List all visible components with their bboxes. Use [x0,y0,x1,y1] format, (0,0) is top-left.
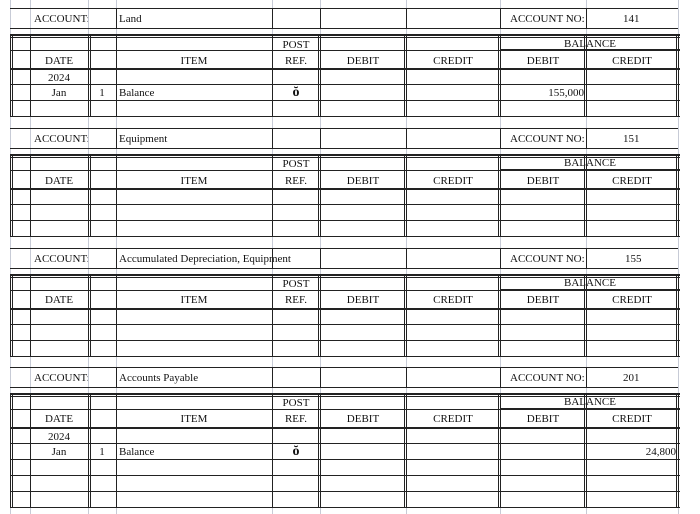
account-number[interactable]: 155 [625,253,642,265]
table-top [10,396,680,397]
column-rule [116,154,117,236]
table-top [10,393,680,395]
table-row-rule [10,236,680,237]
balance-debit-value[interactable]: 155,000 [548,87,584,99]
credit-header: CREDIT [433,294,473,306]
table-top [10,157,680,158]
column-rule [318,34,319,116]
column-rule [406,393,407,507]
account-name[interactable]: Equipment [119,133,168,145]
column-rule [12,154,13,236]
table-row-rule [10,308,680,310]
column-rule [90,274,91,356]
column-rule [406,154,407,236]
balance-split [500,408,680,409]
table-row-rule [10,204,680,205]
header-divider [272,248,273,268]
column-rule [320,393,321,507]
header-divider [586,248,587,268]
column-rule [678,393,679,507]
balance-label: BALANCE [564,396,616,408]
ref-header: REF. [284,413,308,425]
date-day[interactable]: 1 [99,87,105,99]
balance-split [500,289,680,290]
header-divider [116,248,117,268]
header-divider [272,8,273,28]
balance-credit-header: CREDIT [612,55,652,67]
table-row-rule [10,324,680,325]
column-rule [498,34,499,116]
header-rule [10,367,678,368]
table-row-rule [10,188,680,190]
date-month[interactable]: Jan [51,446,67,458]
table-row-rule [10,84,680,85]
column-rule [678,154,679,236]
header-divider [500,8,501,28]
table-row-rule [10,170,680,171]
header-divider [320,128,321,148]
column-rule [30,274,31,356]
post-label: POST [282,158,310,170]
header-divider [320,367,321,387]
column-rule [10,154,11,236]
column-rule [116,274,117,356]
table-row-rule [10,507,680,508]
column-rule [498,393,499,507]
column-rule [500,274,501,356]
account-no-label: ACCOUNT NO: [510,133,585,145]
column-rule [404,34,405,116]
column-rule [586,34,587,116]
date-header: DATE [44,413,74,425]
column-rule [90,154,91,236]
table-top [10,277,680,278]
table-row-rule [10,68,680,70]
post-ref-mark[interactable]: ŏ [292,85,300,100]
date-header: DATE [44,175,74,187]
column-rule [318,154,319,236]
header-divider [406,128,407,148]
column-rule [498,274,499,356]
column-rule [88,393,89,507]
balance-label: BALANCE [564,277,616,289]
balance-credit-header: CREDIT [612,413,652,425]
column-rule [88,34,89,116]
account-number[interactable]: 151 [623,133,640,145]
column-rule [320,154,321,236]
table-row-rule [10,290,680,291]
table-row-rule [10,475,680,476]
column-rule [678,34,679,116]
credit-header: CREDIT [433,55,473,67]
header-divider [586,8,587,28]
column-rule [406,274,407,356]
debit-header: DEBIT [346,55,380,67]
header-rule [10,28,678,29]
table-row-rule [10,427,680,429]
column-rule [500,393,501,507]
table-row-rule [10,50,680,51]
column-rule [406,34,407,116]
column-rule [88,154,89,236]
item-header: ITEM [180,294,208,306]
column-rule [30,154,31,236]
column-rule [320,34,321,116]
column-rule [500,154,501,236]
account-label: ACCOUNT: [34,372,90,384]
column-rule [676,34,677,116]
column-rule [586,393,587,507]
header-divider [406,8,407,28]
header-rule [10,8,678,9]
header-divider [320,8,321,28]
column-rule [30,34,31,116]
header-divider [272,367,273,387]
table-row-rule [10,340,680,341]
header-divider [500,128,501,148]
header-divider [272,128,273,148]
header-rule [10,268,678,269]
debit-header: DEBIT [346,294,380,306]
column-rule [586,154,587,236]
account-label: ACCOUNT: [34,133,90,145]
item-text[interactable]: Balance [119,446,155,458]
table-top [10,37,680,38]
balance-credit-header: CREDIT [612,175,652,187]
balance-debit-header: DEBIT [526,413,560,425]
column-rule [678,274,679,356]
header-divider [116,128,117,148]
item-header: ITEM [180,55,208,67]
balance-split [500,169,680,170]
date-month[interactable]: Jan [51,87,67,99]
item-header: ITEM [180,175,208,187]
balance-debit-header: DEBIT [526,294,560,306]
column-rule [498,154,499,236]
table-row-rule [10,116,680,117]
header-rule [10,148,678,149]
column-rule [90,34,91,116]
table-top [10,34,680,36]
account-no-label: ACCOUNT NO: [510,372,585,384]
column-rule [272,274,273,356]
date-header: DATE [44,55,74,67]
account-name[interactable]: Accumulated Depreciation, Equipment [119,253,291,265]
column-rule [10,274,11,356]
header-divider [320,248,321,268]
column-rule [318,393,319,507]
table-row-rule [10,220,680,221]
column-rule [90,393,91,507]
account-name[interactable]: Land [119,13,142,25]
account-no-label: ACCOUNT NO: [510,13,585,25]
post-label: POST [282,278,310,290]
column-rule [404,393,405,507]
account-number[interactable]: 201 [623,372,640,384]
column-rule [116,393,117,507]
header-rule [10,128,678,129]
date-year[interactable]: 2024 [48,72,70,84]
balance-credit-header: CREDIT [612,294,652,306]
date-header: DATE [44,294,74,306]
column-rule [318,274,319,356]
balance-split [500,49,680,50]
header-divider [116,8,117,28]
column-rule [12,274,13,356]
table-row-rule [10,459,680,460]
table-row-rule [10,356,680,357]
post-label: POST [282,397,310,409]
column-rule [30,393,31,507]
balance-label: BALANCE [564,157,616,169]
column-rule [10,34,11,116]
balance-debit-header: DEBIT [526,175,560,187]
column-rule [676,154,677,236]
column-rule [500,34,501,116]
table-top [10,154,680,156]
account-label: ACCOUNT: [34,13,90,25]
table-row-rule [10,409,680,410]
account-label: ACCOUNT: [34,253,90,265]
header-rule [10,248,678,249]
column-rule [272,34,273,116]
column-rule [10,393,11,507]
date-day[interactable]: 1 [99,446,105,458]
account-no-label: ACCOUNT NO: [510,253,585,265]
ref-header: REF. [284,294,308,306]
column-rule [676,274,677,356]
column-rule [12,393,13,507]
column-rule [272,154,273,236]
balance-credit-value[interactable]: 24,800 [645,446,676,458]
ref-header: REF. [284,55,308,67]
account-number[interactable]: 141 [623,13,640,25]
debit-header: DEBIT [346,413,380,425]
date-year[interactable]: 2024 [48,431,70,443]
table-row-rule [10,443,680,444]
credit-header: CREDIT [433,175,473,187]
column-rule [12,34,13,116]
credit-header: CREDIT [433,413,473,425]
header-divider [116,367,117,387]
column-rule [586,274,587,356]
column-rule [88,274,89,356]
ref-header: REF. [284,175,308,187]
table-top [10,274,680,276]
balance-debit-header: DEBIT [526,55,560,67]
header-divider [406,248,407,268]
header-divider [586,128,587,148]
column-rule [584,154,585,236]
column-rule [584,393,585,507]
column-rule [320,274,321,356]
item-text[interactable]: Balance [119,87,155,99]
column-rule [116,34,117,116]
account-name[interactable]: Accounts Payable [119,372,199,384]
column-rule [584,274,585,356]
column-rule [676,393,677,507]
column-rule [404,154,405,236]
table-row-rule [10,491,680,492]
item-header: ITEM [180,413,208,425]
header-rule [10,387,678,388]
header-divider [500,248,501,268]
post-ref-mark[interactable]: ŏ [292,444,300,459]
header-divider [586,367,587,387]
column-rule [584,34,585,116]
header-divider [406,367,407,387]
column-rule [404,274,405,356]
debit-header: DEBIT [346,175,380,187]
header-divider [500,367,501,387]
post-label: POST [282,39,310,51]
balance-label: BALANCE [564,38,616,50]
column-rule [272,393,273,507]
table-row-rule [10,100,680,101]
